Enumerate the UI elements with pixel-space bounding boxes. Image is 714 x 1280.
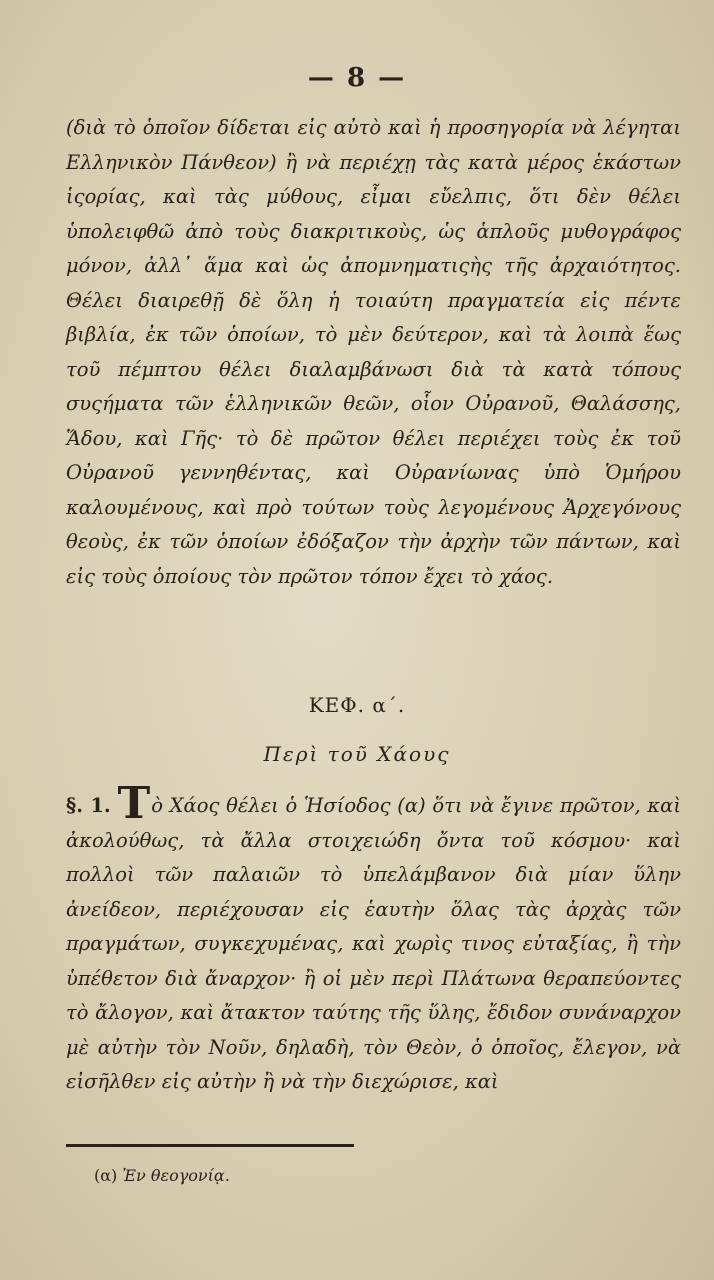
footnote-text: Ἐν θεογονίᾳ. [122, 1166, 230, 1185]
intro-paragraph: (διὰ τὸ ὁποῖον δίδεται εἰς αὐτὸ καὶ ἡ προσηγορία νὰ λέγηται Ελληνικὸν Πάνθεον) ἢ νὰ περιέχῃ τὰς κατὰ μέρος ἑκάστων ἱςορίας, καὶ τὰς μύθους, εἶμαι εὔελπις, ὅτι δὲν θέλει ὑπολειφθῶ ἀπὸ τοὺς διακριτικοὺς, ὡς ἁπλοῦς μυθογράφος μόνον, ἀλλ᾽ ἅμα καὶ ὡς ἀπομνηματιςὴς τῆς ἀρχαιότητος. Θέλει διαιρεθῇ δὲ ὅλη ἡ τοιαύτη πραγματεία εἰς πέντε βιβλία, ἐκ τῶν ὁποίων, τὸ μὲν δεύτερον, καὶ τὰ λοιπὰ ἕως τοῦ πέμπτου θέλει διαλαμβάνωσι διὰ τὰ κατὰ τόπους συςήματα τῶν ἑλληνικῶν θεῶν, οἷον Οὐρανοῦ, Θαλάσσης, Ἅδου, καὶ Γῆς· τὸ δὲ πρῶτον θέλει περιέχει τοὺς ἐκ τοῦ Οὐρανοῦ γεννηθέντας, καὶ Οὐρανίωνας ὑπὸ Ὁμήρου καλουμένους, καὶ πρὸ τούτων τοὺς λεγομένους Ἀρχεγόνους θεοὺς, ἐκ τῶν ὁποίων ἐδόξαζον τὴν ἀρχὴν τῶν πάντων, καὶ εἰς τοὺς ὁποίους τὸν πρῶτον τόπον ἔχει τὸ χάος. [66, 116, 681, 588]
drop-initial: Τ [117, 778, 151, 829]
footnote-marker: (α) [94, 1166, 118, 1185]
chapter-heading: ΚΕΦ. α΄. [308, 693, 406, 717]
footnote-rule [66, 1144, 354, 1147]
section-mark: §. 1. [66, 794, 111, 817]
section-text: ὸ Χάος θέλει ὁ Ἡσίοδος (α) ὅτι νὰ ἔγινε πρῶτον, καὶ ἀκολούθως, τὰ ἄλλα στοιχειώδη ὄντα τοῦ κόσμου· καὶ πολλοὶ τῶν παλαιῶν τὸ ὑπελάμβανον διὰ μίαν ὕλην ἀνείδεον, περιέχουσαν εἰς ἑαυτὴν ὅλας τὰς ἀρχὰς τῶν πραγμάτων, συγκεχυμένας, καὶ χωρὶς τινος εὐταξίας, ἢ τὴν ὑπέθετον διὰ ἄναρχον· ἢ οἱ μὲν περὶ Πλάτωνα θεραπεύοντες τὸ ἄλογον, καὶ ἄτακτον ταύτης τῆς ὕλης, ἔδιδον συνάναρχον μὲ αὐτὴν τὸν Νοῦν, δηλαδὴ, τὸν Θεὸν, ὁ ὁποῖος, ἔλεγον, νὰ εἰσῆλθεν εἰς αὐτὴν ἢ νὰ τὴν διεχώρισε, καὶ [66, 794, 681, 1093]
footnote [94, 1163, 230, 1189]
section-paragraph [66, 778, 681, 1100]
page-number: — 8 — [307, 63, 407, 93]
section-title: Περὶ τοῦ Χάους [263, 742, 451, 766]
